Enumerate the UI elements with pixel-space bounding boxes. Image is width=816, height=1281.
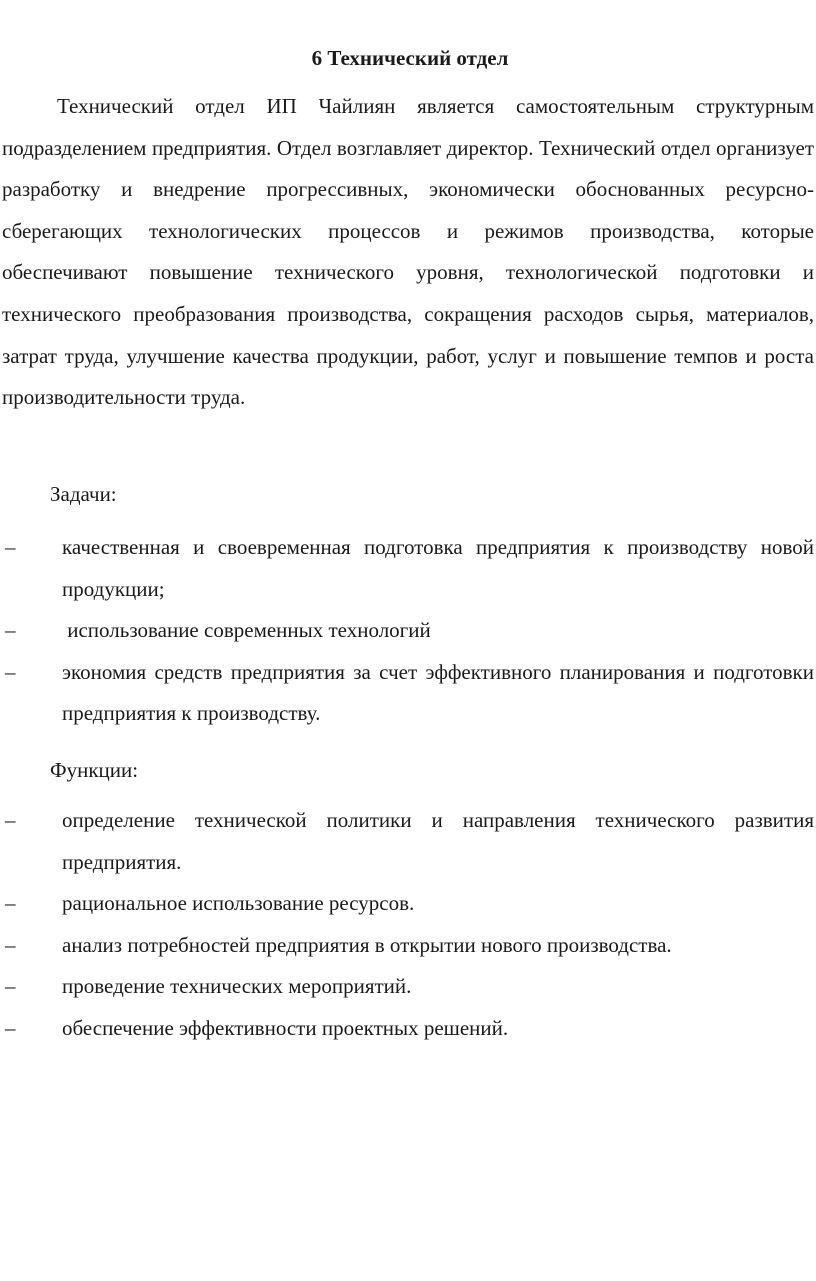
list-item [2,966,814,1008]
tasks-label: Задачи: [50,482,117,506]
list-item [2,652,814,735]
list-item-text: проведение технических мероприятий. [62,974,412,999]
list-item [2,883,814,925]
list-item [2,925,814,967]
functions-label: Функции: [50,758,139,782]
dash-bullet-icon: – [5,974,16,999]
list-item-text: качественная и своевременная подготовка предприятия к производству новой продукции; [62,535,814,601]
list-item [2,527,814,610]
tasks-list [2,527,814,735]
dash-bullet-icon: – [5,535,16,559]
intro-paragraph: Технический отдел ИП Чайлиян является самостоятельным структурным подразделением предприятия. Отдел возглавляет директор. Технический отдел организует разработку и внедрение прогрессивных, экономически обоснованных ресурсно-сберегающих технологических процессов и режимов производства, которые обеспечивают повышение технического уровня, технологической подготовки и технического преобразования производства, сокращения расходов сырья, материалов, затрат труда, улучшение качества продукции, работ, услуг и повышение темпов и роста производительности труда. [2,94,814,410]
dash-bullet-icon: – [5,659,16,684]
list-item-text: использование современных технологий [62,618,431,643]
list-item-text: определение технической политики и направления технического развития предприятия. [62,808,814,874]
functions-list [2,800,814,1050]
list-item-text: рациональное использование ресурсов. [62,891,415,916]
dash-bullet-icon: – [5,932,16,957]
dash-bullet-icon: – [5,1015,16,1040]
list-item [2,1008,814,1050]
list-item [2,800,814,883]
dash-bullet-icon: – [5,891,16,916]
list-item [2,610,814,652]
dash-bullet-icon: – [5,808,16,832]
section-title: 6 Технический отдел [311,46,509,70]
list-item-text: экономия средств предприятия за счет эффективного планирования и подготовки предприятия к производству. [62,659,814,726]
dash-bullet-icon: – [5,618,16,643]
list-item-text: обеспечение эффективности проектных решений. [62,1015,509,1040]
list-item-text: анализ потребностей предприятия в открытии нового производства. [62,932,672,957]
